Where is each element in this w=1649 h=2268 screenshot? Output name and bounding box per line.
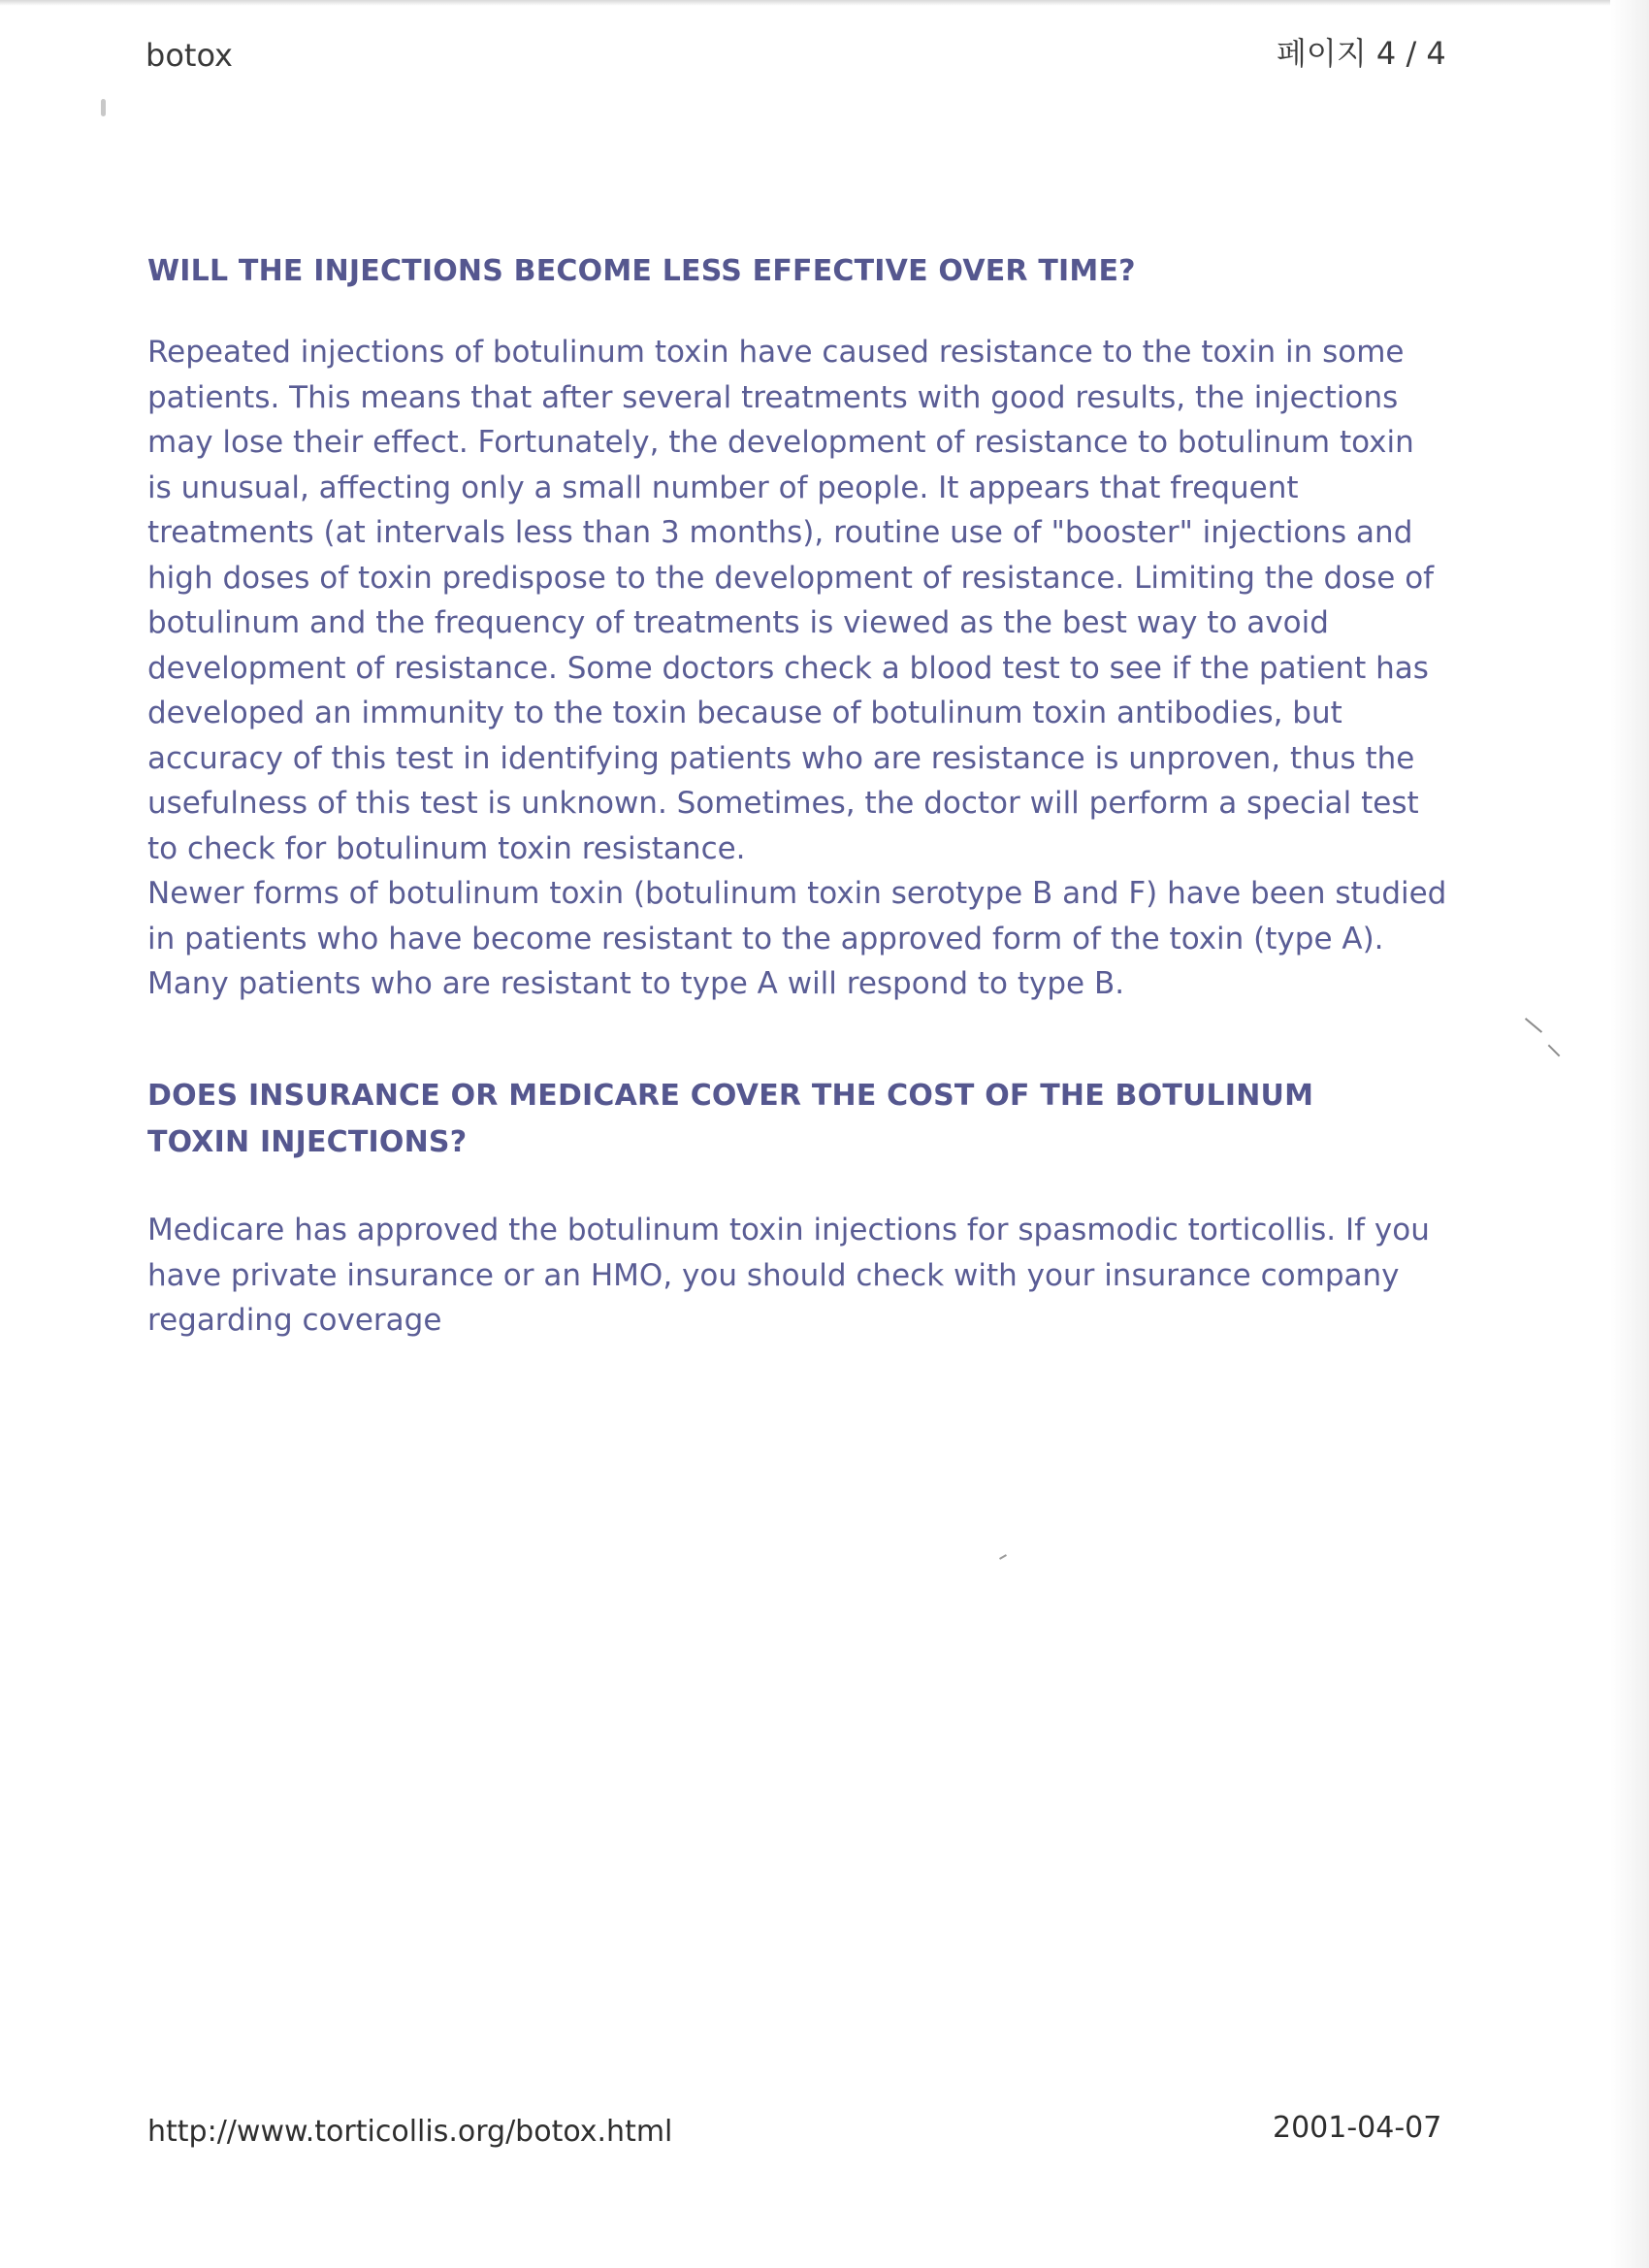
- footer-date: 2001-04-07: [1273, 2111, 1442, 2145]
- body-line: regarding coverage: [147, 1303, 442, 1338]
- body-line: developed an immunity to the toxin because of botulinum toxin antibodies, but: [147, 696, 1342, 730]
- scan-speck: [1525, 1018, 1542, 1033]
- scan-speck: [999, 1554, 1007, 1560]
- body-line: development of resistance. Some doctors check a blood test to see if the patient has: [147, 650, 1429, 686]
- body-line: Newer forms of botulinum toxin (botulinum toxin serotype B and F) have been studied: [147, 876, 1447, 911]
- section-heading-insurance: [147, 1073, 1486, 1166]
- body-line: patients. This means that after several treatments with good results, the injections: [147, 379, 1399, 415]
- footer-url: http://www.torticollis.org/botox.html: [147, 2115, 673, 2149]
- section-heading-effectiveness: WILL THE INJECTIONS BECOME LESS EFFECTIVE OVER TIME?: [147, 254, 1136, 288]
- body-line: treatments (at intervals less than 3 months), routine use of "booster" injections and: [147, 515, 1413, 550]
- scan-speck: [101, 99, 106, 116]
- heading-line: DOES INSURANCE OR MEDICARE COVER THE COST OF THE BOTULINUM: [147, 1079, 1314, 1113]
- page-indicator: 페이지 4 / 4: [1277, 35, 1446, 72]
- section-body-effectiveness: [147, 330, 1505, 1007]
- body-line: high doses of toxin predispose to the development of resistance. Limiting the dose of: [147, 560, 1435, 596]
- body-line: Many patients who are resistant to type A will respond to type B.: [147, 966, 1125, 1001]
- body-line: in patients who have become resistant to the approved form of the toxin (type A).: [147, 921, 1384, 956]
- scan-speck: [1548, 1045, 1561, 1057]
- body-line: Medicare has approved the botulinum toxin injections for spasmodic torticollis. If you: [147, 1213, 1430, 1247]
- section-body-insurance: [147, 1208, 1505, 1344]
- body-line: accuracy of this test in identifying patients who are resistance is unproven, thus the: [147, 740, 1415, 776]
- body-line: Repeated injections of botulinum toxin have caused resistance to the toxin in some: [147, 335, 1405, 370]
- body-line: may lose their effect. Fortunately, the development of resistance to botulinum toxin: [147, 425, 1414, 460]
- body-line: to check for botulinum toxin resistance.: [147, 830, 746, 866]
- body-line: usefulness of this test is unknown. Sometimes, the doctor will perform a special test: [147, 786, 1419, 821]
- heading-line: TOXIN INJECTIONS?: [147, 1125, 468, 1159]
- body-line: have private insurance or an HMO, you should check with your insurance company: [147, 1257, 1400, 1293]
- scan-edge-top: [0, 0, 1649, 6]
- header-title: botox: [146, 37, 233, 74]
- body-line: botulinum and the frequency of treatments is viewed as the best way to avoid: [147, 605, 1329, 640]
- scan-edge-right: [1610, 0, 1649, 2268]
- body-line: is unusual, affecting only a small number of people. It appears that frequent: [147, 470, 1299, 505]
